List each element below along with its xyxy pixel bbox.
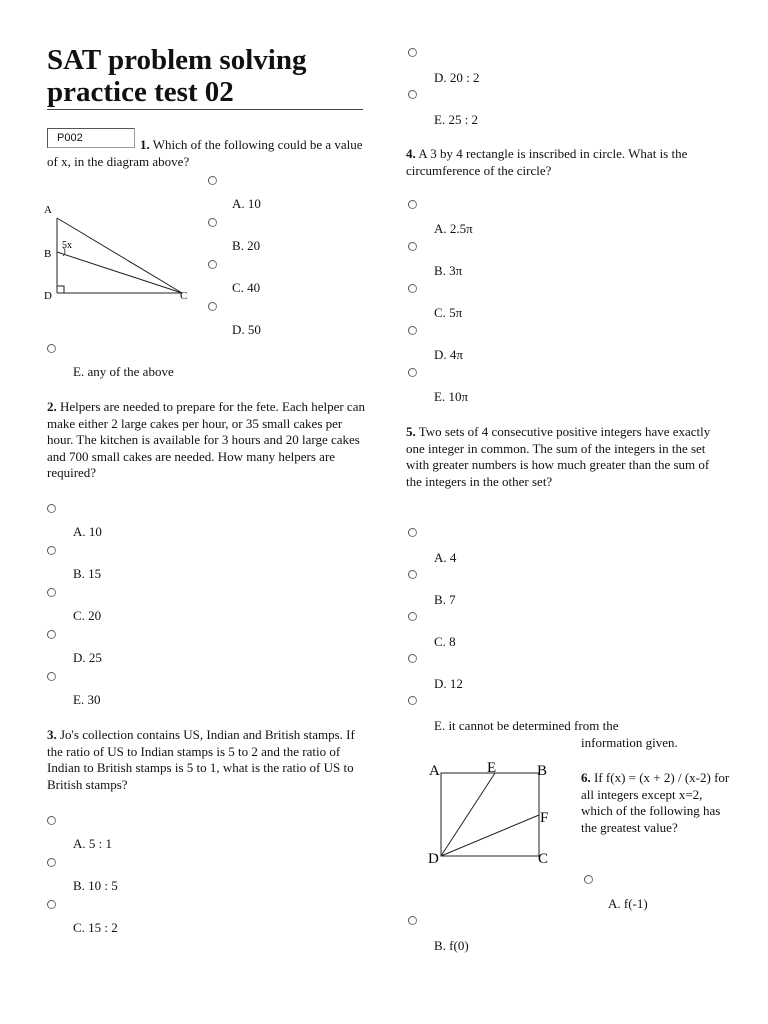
question-5-number: 5. <box>406 424 416 439</box>
question-5-text <box>406 424 724 490</box>
question-2-number: 2. <box>47 399 57 414</box>
q2-option-a-radio[interactable] <box>47 504 56 513</box>
diagram1-label-b: B <box>44 248 52 260</box>
q5-option-c-radio[interactable] <box>408 612 417 621</box>
diagram1-angle-label: 5x <box>62 240 72 251</box>
question-4-number: 4. <box>406 146 416 161</box>
q2-option-e: E. 30 <box>73 692 101 707</box>
question-3-number: 3. <box>47 727 57 742</box>
q4-option-c-radio[interactable] <box>408 284 417 293</box>
q5-option-e: E. it cannot be determined from the <box>434 718 619 733</box>
q5-option-b-radio[interactable] <box>408 570 417 579</box>
triangle-diagram <box>40 200 200 305</box>
question-3-body: Jo's collection contains US, Indian and British stamps. If the ratio of US to Indian stamps is 5 to 2 and the ratio of Indian to British stamps is 5 to 1, what is the ratio of US to British stamps? <box>47 727 355 792</box>
q2-option-d: D. 25 <box>73 650 102 665</box>
q4-option-e-radio[interactable] <box>408 368 417 377</box>
q1-option-b-radio[interactable] <box>208 218 217 227</box>
q1-option-e: E. any of the above <box>73 364 174 379</box>
q5-option-d-radio[interactable] <box>408 654 417 663</box>
question-6-body: If f(x) = (x + 2) / (x-2) for all integers except x=2, which of the following has the greatest value? <box>581 770 730 835</box>
q5-option-a-radio[interactable] <box>408 528 417 537</box>
q4-option-a: A. 2.5π <box>434 221 473 236</box>
q2-option-a: A. 10 <box>73 524 102 539</box>
q1-option-d-radio[interactable] <box>208 302 217 311</box>
question-1-text <box>47 137 363 170</box>
q3-option-d-radio[interactable] <box>408 48 417 57</box>
q2-option-b: B. 15 <box>73 566 102 581</box>
question-1-number: 1. <box>140 137 150 152</box>
q4-option-a-radio[interactable] <box>408 200 417 209</box>
question-1-body: Which of the following could be a value of x, in the diagram above? <box>47 137 363 169</box>
diagram6-label-a: A <box>429 763 440 779</box>
q6-option-a: A. f(-1) <box>608 896 648 911</box>
diagram6-label-f: F <box>540 810 549 826</box>
question-6-number: 6. <box>581 770 591 785</box>
diagram1-label-c: C <box>180 290 188 302</box>
q1-option-e-radio[interactable] <box>47 344 56 353</box>
diagram6-label-e: E <box>487 760 497 776</box>
page-title: SAT problem solving practice test 02 <box>47 44 363 110</box>
q4-option-d: D. 4π <box>434 347 463 362</box>
question-2-body: Helpers are needed to prepare for the fete. Each helper can make either 2 large cakes per hour, or 35 small cakes per hour. The kitchen is available for 3 hours and 20 large cakes and 700 small cakes are needed. How many helpers are required? <box>47 399 365 480</box>
q3-option-e: E. 25 : 2 <box>434 112 479 127</box>
q3-option-c-radio[interactable] <box>47 900 56 909</box>
q2-option-e-radio[interactable] <box>47 672 56 681</box>
q5-option-c: C. 8 <box>434 634 456 649</box>
question-2-text <box>47 399 365 482</box>
q3-option-e-radio[interactable] <box>408 90 417 99</box>
rectangle-diagram <box>400 756 560 868</box>
q1-option-a-radio[interactable] <box>208 176 217 185</box>
diagram6-label-c: C <box>538 851 549 867</box>
question-id-field[interactable]: P002 <box>47 128 135 148</box>
question-4-body: A 3 by 4 rectangle is inscribed in circle. What is the circumference of the circle? <box>406 146 688 178</box>
diagram1-label-d: D <box>44 290 52 302</box>
q4-option-b-radio[interactable] <box>408 242 417 251</box>
q5-option-e-continued: information given. <box>581 735 678 750</box>
diagram6-label-b: B <box>537 763 548 779</box>
q5-option-d: D. 12 <box>434 676 463 691</box>
diagram1-label-a: A <box>44 204 52 216</box>
q4-option-e: E. 10π <box>434 389 469 404</box>
q2-option-b-radio[interactable] <box>47 546 56 555</box>
q5-option-b: B. 7 <box>434 592 456 607</box>
q1-option-c: C. 40 <box>232 280 261 295</box>
q6-option-a-radio[interactable] <box>584 875 593 884</box>
q3-option-a: A. 5 : 1 <box>73 836 112 851</box>
question-6-text <box>581 770 731 836</box>
q3-option-a-radio[interactable] <box>47 816 56 825</box>
q2-option-c-radio[interactable] <box>47 588 56 597</box>
q1-option-d: D. 50 <box>232 322 261 337</box>
q4-option-b: B. 3π <box>434 263 463 278</box>
q3-option-d: D. 20 : 2 <box>434 70 480 85</box>
q1-option-a: A. 10 <box>232 196 261 211</box>
q2-option-c: C. 20 <box>73 608 102 623</box>
diagram6-label-d: D <box>428 851 439 867</box>
q6-option-b: B. f(0) <box>434 938 469 953</box>
q3-option-b: B. 10 : 5 <box>73 878 118 893</box>
q3-option-b-radio[interactable] <box>47 858 56 867</box>
q1-option-c-radio[interactable] <box>208 260 217 269</box>
q2-option-d-radio[interactable] <box>47 630 56 639</box>
q5-option-e-radio[interactable] <box>408 696 417 705</box>
q4-option-c: C. 5π <box>434 305 463 320</box>
question-4-text <box>406 146 726 179</box>
q6-option-b-radio[interactable] <box>408 916 417 925</box>
q4-option-d-radio[interactable] <box>408 326 417 335</box>
q1-option-b: B. 20 <box>232 238 261 253</box>
question-3-text <box>47 727 361 793</box>
question-5-body: Two sets of 4 consecutive positive integers have exactly one integer in common. The sum of the integers in the set with greater numbers is how much greater than the sum of the integers in the other set? <box>406 424 711 489</box>
q5-option-a: A. 4 <box>434 550 457 565</box>
q3-option-c: C. 15 : 2 <box>73 920 118 935</box>
